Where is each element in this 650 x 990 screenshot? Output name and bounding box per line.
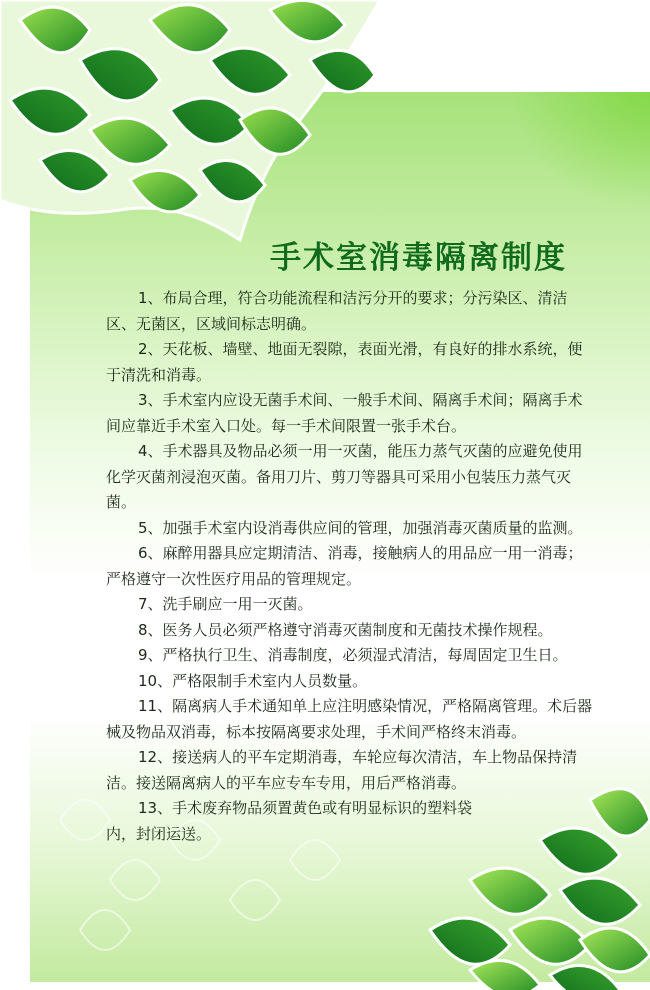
rule-item: 2、天花板、墙壁、地面无裂隙，表面光滑，有良好的排水系统，便于清洗和消毒。	[106, 340, 583, 384]
rule-item: 11、隔离病人手术通知单上应注明感染情况，严格隔离管理。术后器械及物品双消毒，标本按隔离要求处理，手术间严格终末消毒。	[106, 697, 593, 741]
rule-item: 5、加强手术室内设消毒供应间的管理，加强消毒灭菌质量的监测。	[138, 518, 583, 537]
rule-item: 12、接送病人的平车定期消毒，车轮应每次清洁，车上物品保持清洁。接送隔离病人的平车应专车专用，用后严格消毒。	[106, 748, 578, 792]
rule-item: 6、麻醉用器具应定期清洁、消毒，接触病人的用品应一用一消毒；严格遵守一次性医疗用品的管理规定。	[106, 544, 583, 588]
rule-item: 1、布局合理，符合功能流程和洁污分开的要求；分污染区、清洁区、无菌区，区域间标志明确。	[106, 289, 568, 333]
rule-item: 8、医务人员必须严格遵守消毒灭菌制度和无菌技术操作规程。	[138, 620, 553, 639]
rule-item: 9、严格执行卫生、消毒制度，必须湿式清洁，每周固定卫生日。	[138, 646, 568, 664]
rule-item: 13、手术废弃物品须置黄色或有明显标识的塑料袋内，封闭运送。	[106, 799, 473, 843]
rule-item: 7、洗手刷应一用一灭菌。	[138, 595, 313, 613]
rule-item: 4、手术器具及物品必须一用一灭菌，能压力蒸气灭菌的应避免使用化学灭菌剂浸泡灭菌。备用刀片、剪刀等器具可采用小包装压力蒸气灭菌。	[106, 442, 583, 511]
rule-item: 3、手术室内应设无菌手术间、一般手术间、隔离手术间；隔离手术间应靠近手术室入口处。每一手术间限置一张手术台。	[106, 391, 583, 435]
page-title: 手术室消毒隔离制度	[270, 240, 567, 276]
leaf-cluster-top-left-icon	[0, 0, 420, 260]
rule-item: 10、严格限制手术室内人员数量。	[138, 671, 368, 690]
rules-list	[106, 286, 596, 847]
